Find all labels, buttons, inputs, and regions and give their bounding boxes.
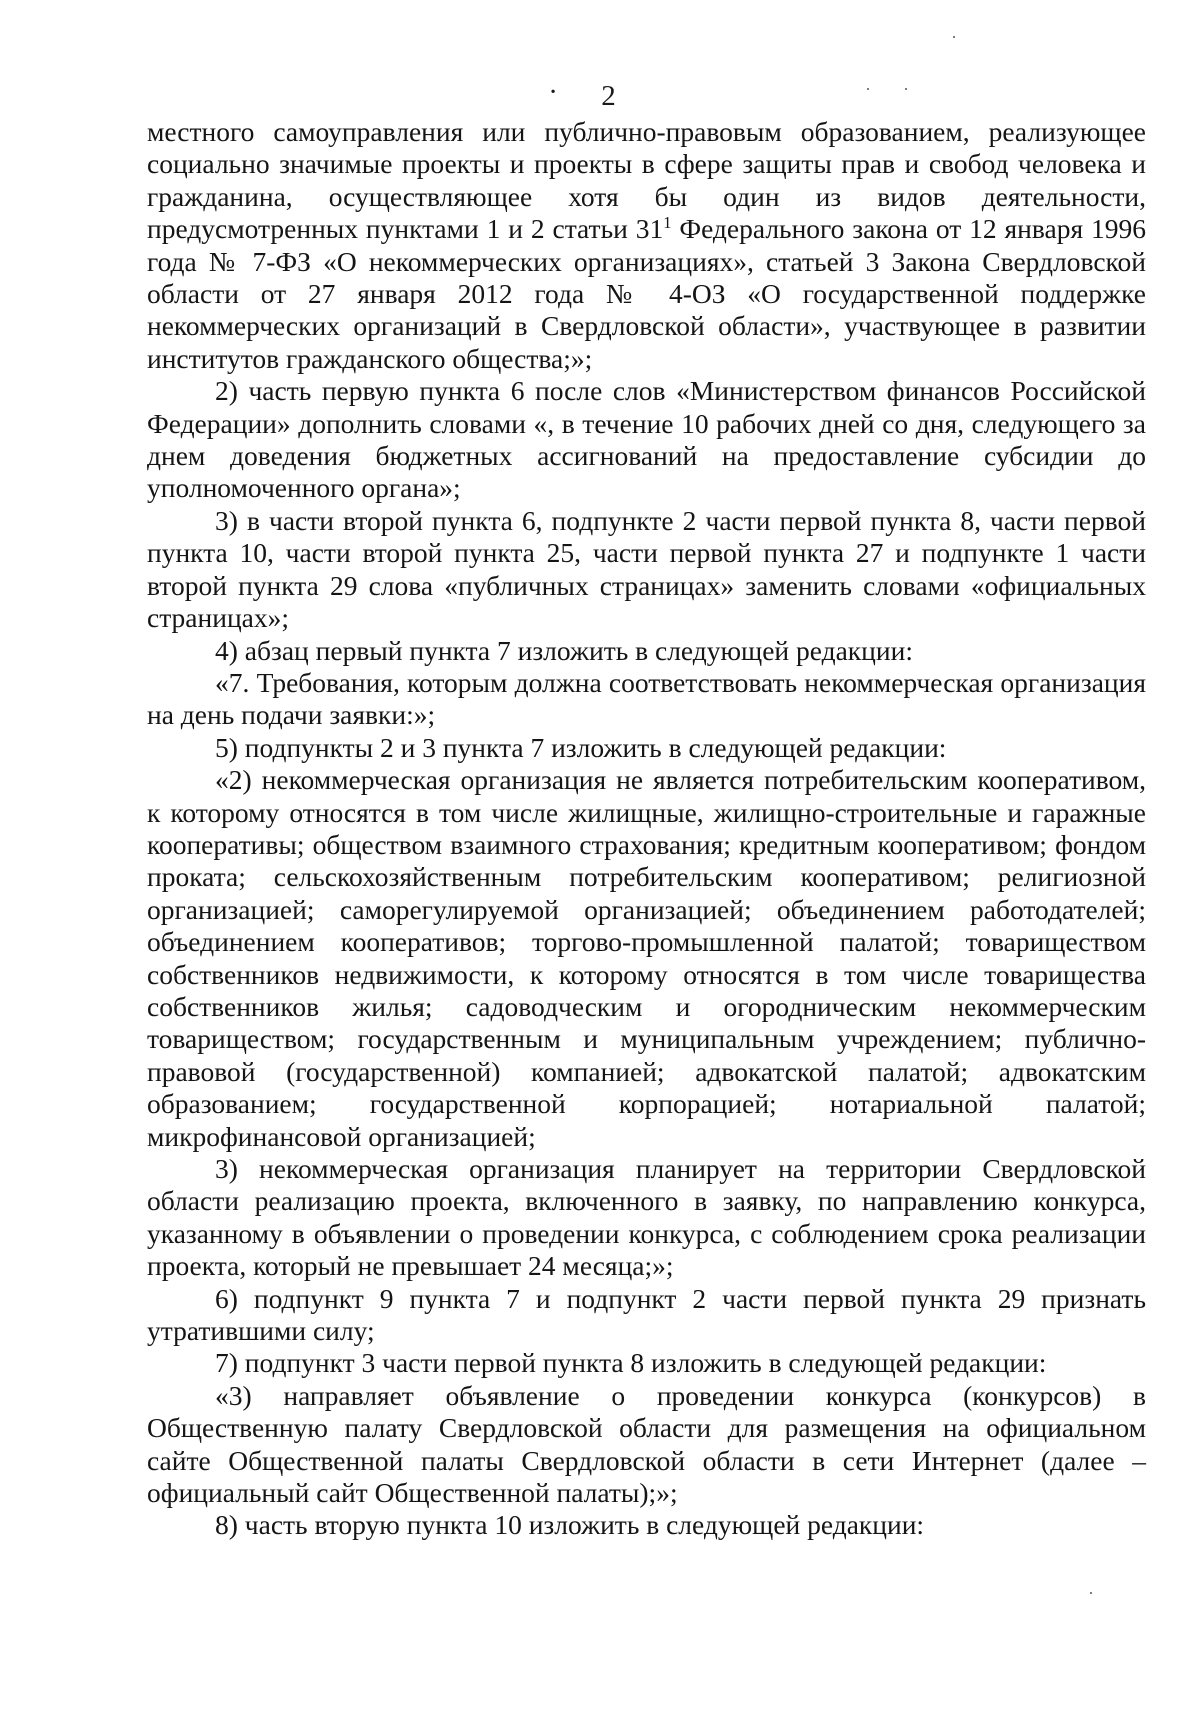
scan-speck [905, 88, 907, 90]
page-number-value: 2 [601, 80, 616, 112]
paragraph-item-7: 7) подпункт 3 части первой пункта 8 изложить в следующей редакции: [215, 1347, 1047, 1379]
paragraph-item-6: 6) подпункт 9 пункта 7 и подпункт 2 части первой пункта 29 признать утратившими силу; [147, 1282, 1146, 1347]
paragraph-text: местного самоуправления или публично-правовым образованием, реализующее социально значимые проекты и проекты в сфере защиты прав и свобод человека и гражданина, осуществляющее хотя бы один из видов деятельности, предусмотренных пунктами 1 и 2 статьи 31 [147, 116, 1146, 245]
page-mark: · [548, 76, 558, 108]
paragraph-item-3: 3) в части второй пункта 6, подпункте 2 части первой пункта 8, части первой пункта 10, части второй пункта 25, части первой пункта 27 и подпункте 1 части второй пункта 29 слова «публичных страницах» заменить словами «официальных страницах»; [147, 504, 1146, 634]
paragraph-subitem-2: «2) некоммерческая организация не является потребительским кооперативом, к которому относятся в том числе жилищные, жилищно-строительные и гаражные кооперативы; обществом взаимного страхования; кредитным кооперативом; фондом проката; сельскохозяйственным потребительским кооперативом; религиозной организацией; саморегулируемой организацией; объединением работодателей; объединением кооперативов; торгово-промышленной палатой; товариществом собственников недвижимости, к которому относятся в том числе товарищества собственников жилья; садоводческим и огородническим некоммерческим товариществом; государственным и муниципальным учреждением; публично-правовой (государственной) компанией; адвокатской палатой; адвокатским образованием; государственной корпорацией; нотариальной палатой; микрофинансовой организацией; [147, 764, 1146, 1152]
superscript: 1 [663, 213, 672, 233]
scan-speck [867, 88, 869, 90]
paragraph-subitem-3: 3) некоммерческая организация планирует на территории Свердловской области реализацию проекта, включенного в заявку, по направлению конкурса, указанному в объявлении о проведении конкурса, с соблюдением срока реализации проекта, который не превышает 24 месяца;»; [147, 1153, 1146, 1282]
paragraph-quote-7: «7. Требования, которым должна соответствовать некоммерческая организация на день подачи заявки:»; [147, 666, 1146, 731]
paragraph-text: Федерального закона от 12 января 1996 года № 7-ФЗ «О некоммерческих организациях», статьей 3 Закона Свердловской области от 27 января 2012 года № 4-ОЗ «О государственной поддержке некоммерческих организаций в Свердловской области», участвующее в развитии институтов гражданского общества;»; [147, 213, 1146, 374]
paragraph-item-4: 4) абзац первый пункта 7 изложить в следующей редакции: [215, 634, 913, 666]
paragraph-continuation [147, 116, 1146, 375]
document-body [147, 116, 1146, 1542]
scan-speck [953, 36, 955, 38]
paragraph-quote-3: «3) направляет объявление о проведении конкурса (конкурсов) в Общественную палату Свердловской области для размещения на официальном сайте Общественной палаты Свердловской области в сети Интернет (далее – официальный сайт Общественной палаты);»; [147, 1379, 1146, 1509]
page-number [0, 76, 1200, 113]
paragraph-item-2: 2) часть первую пункта 6 после слов «Министерством финансов Российской Федерации» дополнить словами «, в течение 10 рабочих дней со дня, следующего за днем доведения бюджетных ассигнований на предоставление субсидии до уполномоченного органа»; [147, 375, 1146, 504]
scan-speck [1090, 1592, 1092, 1594]
paragraph-item-5: 5) подпункты 2 и 3 пункта 7 изложить в следующей редакции: [215, 731, 947, 763]
paragraph-item-8: 8) часть вторую пункта 10 изложить в следующей редакции: [215, 1509, 925, 1541]
